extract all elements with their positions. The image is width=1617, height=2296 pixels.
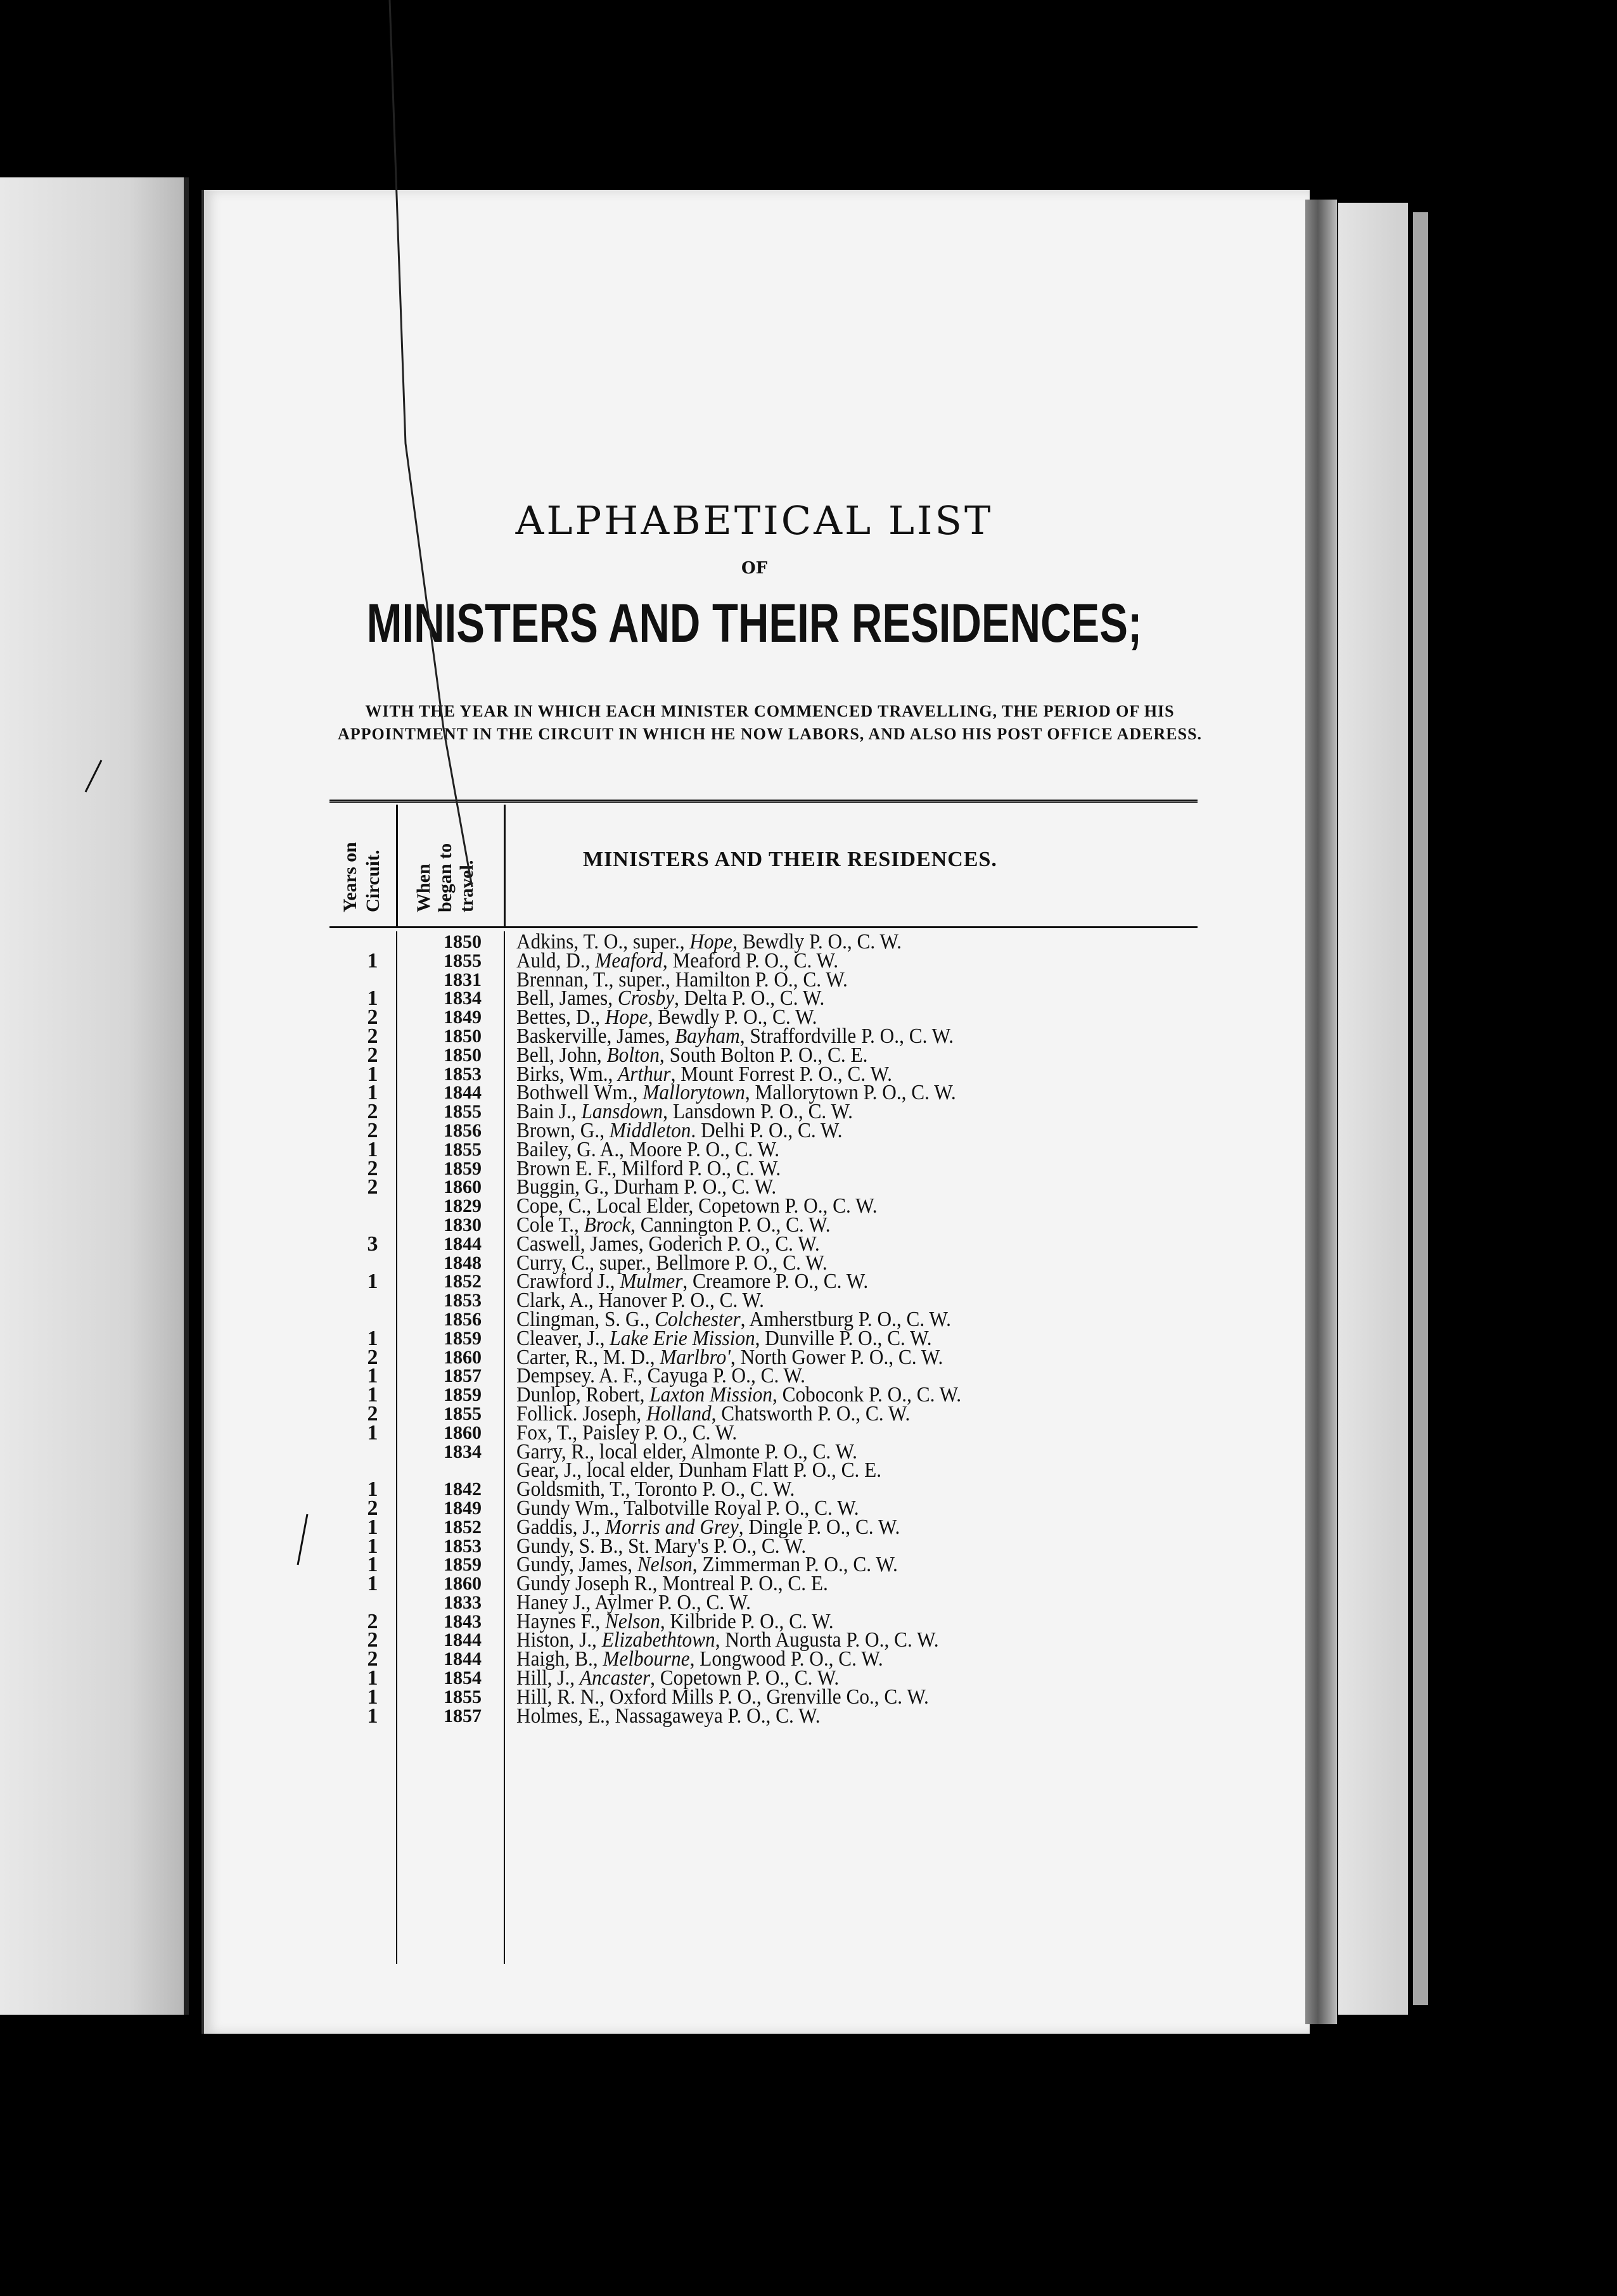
- post-office-address: , Longwood P. O., C. W.: [689, 1647, 883, 1671]
- year-began-travel: 1844: [444, 1233, 482, 1254]
- post-office-address: , Chatsworth P. O., C. W.: [711, 1401, 911, 1425]
- year-began-travel: 1849: [444, 1497, 482, 1519]
- year-began-travel: 1857: [444, 1705, 482, 1726]
- minister-name: Haynes F.,: [516, 1609, 605, 1633]
- minister-name: Baskerville, James,: [516, 1024, 675, 1048]
- years-on-circuit: 2: [367, 1647, 378, 1671]
- post-office-address: , North Augusta P. O., C. W.: [715, 1628, 939, 1652]
- years-on-circuit: 1: [367, 1534, 378, 1558]
- years-on-circuit: 1: [367, 1326, 378, 1350]
- minister-name: Cole T.,: [516, 1213, 584, 1237]
- circuit-name: Bayham: [675, 1024, 740, 1048]
- year-began-travel: 1857: [444, 1365, 482, 1387]
- minister-name: Bain J.,: [516, 1100, 582, 1124]
- circuit-name: Middleton: [609, 1118, 691, 1142]
- page-fore-edge: [1305, 200, 1337, 2024]
- year-began-travel: 1842: [444, 1479, 482, 1500]
- circuit-name: Brock: [584, 1213, 631, 1237]
- minister-name: Adkins, T. O., super.,: [516, 930, 690, 953]
- post-office-address: , Lansdown P. O., C. W.: [663, 1100, 853, 1124]
- year-began-travel: 1843: [444, 1610, 482, 1632]
- year-began-travel: 1829: [444, 1196, 482, 1217]
- right-page-shadow: [1413, 212, 1428, 2005]
- minister-name: Histon, J.,: [516, 1628, 602, 1652]
- minister-name: Gundy, James,: [516, 1553, 637, 1577]
- year-began-travel: 1844: [444, 1082, 482, 1104]
- circuit-name: Arthur: [618, 1062, 671, 1086]
- post-office-address: , Meaford P. O., C. W.: [662, 948, 839, 973]
- table-top-rule: [329, 800, 1198, 803]
- year-began-travel: 1850: [444, 1025, 482, 1047]
- year-began-travel: 1852: [444, 1271, 482, 1292]
- header-line: travel.: [456, 860, 477, 912]
- minister-name: Gaddis, J.,: [516, 1515, 605, 1539]
- years-on-circuit: 2: [367, 1118, 378, 1142]
- minister-row: [329, 1572, 1217, 1596]
- year-began-travel: 1831: [444, 969, 482, 990]
- post-office-address: , Zimmerman P. O., C. W.: [692, 1553, 898, 1577]
- circuit-name: Holland: [646, 1401, 712, 1425]
- minister-name: Clark, A., Hanover P. O., C. W.: [516, 1289, 764, 1313]
- years-on-circuit: 1: [367, 1383, 378, 1407]
- years-on-circuit: 1: [367, 1420, 378, 1445]
- years-on-circuit: 2: [367, 1043, 378, 1067]
- minister-row: [329, 1270, 1217, 1294]
- year-began-travel: 1855: [444, 1403, 482, 1424]
- years-on-circuit: 2: [367, 1628, 378, 1652]
- years-on-circuit: 1: [367, 1081, 378, 1105]
- header-line: Years on: [340, 842, 361, 912]
- circuit-name: Lansdown: [581, 1100, 663, 1124]
- post-office-address: , Straffordville P. O., C. W.: [739, 1024, 954, 1048]
- minister-name: Goldsmith, T., Toronto P. O., C. W.: [516, 1477, 795, 1502]
- minister-name: Hill, R. N., Oxford Mills P. O., Grenville Co., C. W.: [516, 1685, 929, 1709]
- minister-name: Crawford J.,: [516, 1270, 620, 1294]
- years-on-circuit: 2: [367, 1401, 378, 1425]
- year-began-travel: 1859: [444, 1384, 482, 1406]
- minister-name: Dempsey. A. F., Cayuga P. O., C. W.: [516, 1364, 806, 1388]
- column-divider: [504, 805, 506, 926]
- year-began-travel: 1856: [444, 1119, 482, 1141]
- year-began-travel: 1844: [444, 1649, 482, 1670]
- post-office-address: , Mount Forrest P. O., C. W.: [670, 1062, 892, 1086]
- minister-entry: [516, 1704, 821, 1728]
- minister-name: Haigh, B.,: [516, 1647, 603, 1671]
- years-on-circuit: 2: [367, 1024, 378, 1048]
- year-began-travel: 1848: [444, 1252, 482, 1273]
- year-began-travel: 1860: [444, 1177, 482, 1198]
- years-on-circuit: 1: [367, 948, 378, 973]
- years-on-circuit: 2: [367, 1609, 378, 1633]
- circuit-name: Lake Erie Mission: [610, 1326, 755, 1350]
- year-began-travel: 1830: [444, 1214, 482, 1235]
- minister-name: Follick. Joseph,: [516, 1401, 647, 1425]
- minister-name: Bothwell Wm.,: [516, 1081, 643, 1105]
- post-office-address: , Dingle P. O., C. W.: [738, 1515, 900, 1539]
- years-on-circuit: 1: [367, 986, 378, 1011]
- title-connector: OF: [741, 559, 768, 578]
- minister-name: Bell, John,: [516, 1043, 607, 1067]
- minister-name: Cleaver, J.,: [516, 1326, 610, 1350]
- circuit-name: Ancaster: [579, 1666, 651, 1690]
- minister-name: Auld, D.,: [516, 948, 596, 973]
- post-office-address: , Cannington P. O., C. W.: [630, 1213, 831, 1237]
- post-office-address: , Bewdly P. O., C. W.: [732, 930, 902, 953]
- post-office-address: , Dunville P. O., C. W.: [755, 1326, 932, 1350]
- minister-name: Dunlop, Robert,: [516, 1383, 650, 1407]
- post-office-address: , Delta P. O., C. W.: [674, 986, 825, 1011]
- year-began-travel: 1853: [444, 1290, 482, 1311]
- minister-name: Clingman, S. G.,: [516, 1307, 655, 1331]
- header-line: began to: [435, 843, 456, 912]
- minister-name: Buggin, G., Durham P. O., C. W.: [516, 1175, 777, 1199]
- minister-name: Gundy Wm., Talbotville Royal P. O., C. W.: [516, 1496, 859, 1520]
- year-began-travel: 1859: [444, 1554, 482, 1576]
- year-began-travel: 1853: [444, 1535, 482, 1557]
- post-office-address: , Mallorytown P. O., C. W.: [745, 1081, 956, 1105]
- circuit-name: Nelson: [604, 1609, 660, 1633]
- years-on-circuit: 2: [367, 1100, 378, 1124]
- years-on-circuit: 1: [367, 1137, 378, 1161]
- circuit-name: Marlbro': [660, 1345, 731, 1369]
- post-office-address: , Bewdly P. O., C. W.: [648, 1005, 817, 1030]
- years-on-circuit: 1: [367, 1062, 378, 1086]
- year-began-travel: 1860: [444, 1422, 482, 1443]
- circuit-name: Hope: [689, 930, 733, 953]
- circuit-name: Meaford: [595, 948, 663, 973]
- year-began-travel: 1853: [444, 1063, 482, 1085]
- year-began-travel: 1855: [444, 1101, 482, 1123]
- minister-name: Birks, Wm.,: [516, 1062, 618, 1086]
- circuit-name: Nelson: [637, 1553, 693, 1577]
- year-began-travel: 1852: [444, 1516, 482, 1538]
- year-began-travel: 1854: [444, 1668, 482, 1689]
- circuit-name: Melbourne: [603, 1647, 690, 1671]
- post-office-address: . Delhi P. O., C. W.: [691, 1118, 843, 1142]
- minister-name: Fox, T., Paisley P. O., C. W.: [516, 1420, 738, 1445]
- minister-name: Cope, C., Local Elder, Copetown P. O., C. W.: [516, 1194, 878, 1218]
- year-began-travel: 1850: [444, 931, 482, 952]
- years-on-circuit: 1: [367, 1515, 378, 1539]
- minister-name: Brown E. F., Milford P. O., C. W.: [516, 1156, 781, 1180]
- left-page-edge: [0, 177, 189, 2015]
- circuit-name: Mallorytown: [642, 1081, 745, 1105]
- year-began-travel: 1844: [444, 1630, 482, 1651]
- page-subtitle: WITH THE YEAR IN WHICH EACH MINISTER COMMENCED TRAVELLING, THE PERIOD OF HIS APPOINTMENT IN THE CIRCUIT IN WHICH HE NOW LABORS, AND ALSO HIS POST OFFICE ADERESS.: [337, 702, 1203, 743]
- year-began-travel: 1855: [444, 950, 482, 971]
- year-began-travel: 1855: [444, 1138, 482, 1160]
- minister-name: Gear, J., local elder, Dunham Flatt P. O., C. E.: [516, 1458, 882, 1483]
- minister-name: Hill, J.,: [516, 1666, 580, 1690]
- year-began-travel: 1850: [444, 1044, 482, 1066]
- years-on-circuit: 1: [367, 1685, 378, 1709]
- year-began-travel: 1833: [444, 1591, 482, 1613]
- minister-name: Garry, R., local elder, Almonte P. O., C. W.: [516, 1439, 857, 1464]
- minister-name: Bettes, D.,: [516, 1005, 605, 1030]
- post-office-address: , Creamore P. O., C. W.: [682, 1270, 869, 1294]
- minister-name: Bell, James,: [516, 986, 618, 1011]
- circuit-name: Morris and Grey: [604, 1515, 739, 1539]
- years-on-circuit: 2: [367, 1345, 378, 1369]
- circuit-name: Laxton Mission: [649, 1383, 773, 1407]
- minister-name: Holmes, E., Nassagaweya P. O., C. W.: [516, 1704, 821, 1728]
- years-on-circuit: 2: [367, 1005, 378, 1030]
- minister-name: Curry, C., super., Bellmore P. O., C. W.: [516, 1251, 828, 1275]
- years-on-circuit: 1: [367, 1270, 378, 1294]
- circuit-name: Bolton: [606, 1043, 660, 1067]
- post-office-address: , Kilbride P. O., C. W.: [660, 1609, 834, 1633]
- column-header-years-on-circuit: [339, 842, 385, 912]
- circuit-name: Crosby: [617, 986, 675, 1011]
- years-on-circuit: 1: [367, 1572, 378, 1596]
- years-on-circuit: 3: [367, 1232, 378, 1256]
- years-on-circuit: 1: [367, 1364, 378, 1388]
- minister-name: Haney J., Aylmer P. O., C. W.: [516, 1590, 751, 1614]
- minister-list: [329, 930, 1217, 1728]
- years-on-circuit: 2: [367, 1156, 378, 1180]
- post-office-address: , Copetown P. O., C. W.: [650, 1666, 840, 1690]
- circuit-name: Hope: [604, 1005, 648, 1030]
- years-on-circuit: 2: [367, 1175, 378, 1199]
- circuit-name: Colchester: [655, 1307, 741, 1331]
- years-on-circuit: 1: [367, 1553, 378, 1577]
- minister-row: [329, 1401, 1217, 1425]
- page-title: ALPHABETICAL LIST: [515, 497, 994, 544]
- years-on-circuit: 1: [367, 1704, 378, 1728]
- right-page-sliver: [1338, 203, 1408, 2015]
- post-office-address: , Coboconk P. O., C. W.: [772, 1383, 962, 1407]
- year-began-travel: 1834: [444, 988, 482, 1009]
- years-on-circuit: 2: [367, 1496, 378, 1520]
- header-line: Circuit.: [362, 850, 383, 912]
- post-office-address: , South Bolton P. O., C. E.: [659, 1043, 868, 1067]
- year-began-travel: 1855: [444, 1686, 482, 1707]
- years-on-circuit: 1: [367, 1477, 378, 1502]
- minister-row: [329, 1704, 1217, 1728]
- minister-name: Bailey, G. A., Moore P. O., C. W.: [516, 1137, 780, 1161]
- year-began-travel: 1856: [444, 1308, 482, 1330]
- year-began-travel: 1859: [444, 1327, 482, 1349]
- header-line: When: [413, 864, 434, 912]
- minister-name: Gundy Joseph R., Montreal P. O., C. E.: [516, 1572, 828, 1596]
- years-on-circuit: 1: [367, 1666, 378, 1690]
- circuit-name: Mulmer: [620, 1270, 683, 1294]
- page-main-title: MINISTERS AND THEIR RESIDENCES;: [366, 593, 1142, 654]
- post-office-address: , North Gower P. O., C. W.: [730, 1345, 943, 1369]
- minister-name: Carter, R., M. D.,: [516, 1345, 660, 1369]
- year-began-travel: 1860: [444, 1573, 482, 1595]
- minister-name: Gundy, S. B., St. Mary's P. O., C. W.: [516, 1534, 807, 1558]
- year-began-travel: 1849: [444, 1007, 482, 1028]
- column-header-ministers: MINISTERS AND THEIR RESIDENCES.: [583, 848, 997, 871]
- post-office-address: , Amherstburg P. O., C. W.: [740, 1307, 951, 1331]
- year-began-travel: 1834: [444, 1441, 482, 1462]
- minister-name: Brown, G.,: [516, 1118, 610, 1142]
- header-bottom-rule: [329, 926, 1198, 928]
- year-began-travel: 1859: [444, 1158, 482, 1179]
- minister-name: Brennan, T., super., Hamilton P. O., C. W.: [516, 967, 848, 992]
- circuit-name: Elizabethtown: [601, 1628, 715, 1652]
- column-divider: [396, 805, 398, 926]
- year-began-travel: 1860: [444, 1346, 482, 1368]
- minister-name: Caswell, James, Goderich P. O., C. W.: [516, 1232, 820, 1256]
- column-header-when-began: [413, 843, 478, 912]
